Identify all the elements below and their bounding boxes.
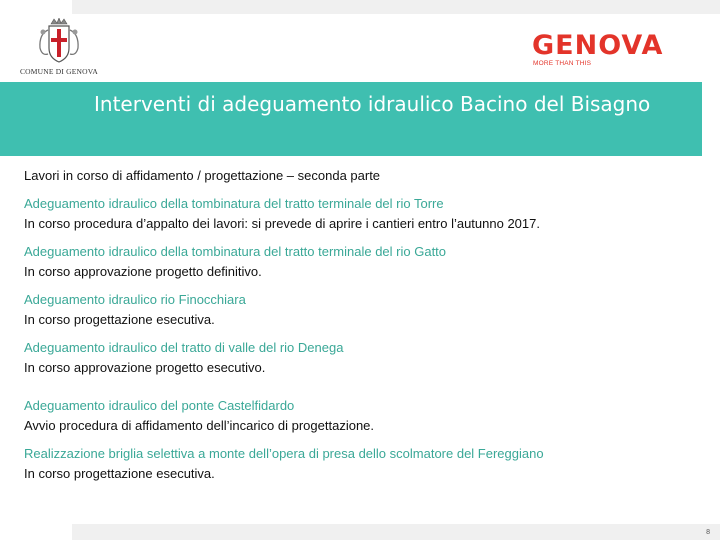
item-description: In corso approvazione progetto definitivo. xyxy=(24,264,262,279)
comune-crest-logo xyxy=(18,18,100,78)
list-item xyxy=(24,242,704,281)
item-title: Adeguamento idraulico della tombinatura del tratto terminale del rio Torre xyxy=(24,196,444,211)
list-item xyxy=(24,396,704,435)
top-strip xyxy=(72,0,720,14)
list-item xyxy=(24,290,704,329)
item-description: Avvio procedura di affidamento dell’incarico di progettazione. xyxy=(24,418,375,433)
brand-tagline: MORE THAN THIS xyxy=(533,60,592,67)
item-description: In corso approvazione progetto esecutivo. xyxy=(24,360,266,375)
title-banner xyxy=(0,82,702,156)
item-description: In corso progettazione esecutiva. xyxy=(24,466,215,481)
page-number: 8 xyxy=(706,529,710,536)
item-description: In corso procedura d’appalto dei lavori: si prevede di aprire i cantieri entro l’autunno 2017. xyxy=(24,216,540,231)
list-item xyxy=(24,338,704,377)
brand-wordmark: GENOVA xyxy=(532,30,664,61)
item-description: In corso progettazione esecutiva. xyxy=(24,312,215,327)
bottom-strip xyxy=(72,524,720,540)
slide-title: Interventi di adeguamento idraulico Bacino del Bisagno xyxy=(94,92,651,116)
crest-caption: COMUNE DI GENOVA xyxy=(19,67,99,76)
item-title: Adeguamento idraulico rio Finocchiara xyxy=(24,292,246,307)
list-item xyxy=(24,194,704,233)
item-title: Realizzazione briglia selettiva a monte dell’opera di presa dello scolmatore del Fereggiano xyxy=(24,446,544,461)
item-title: Adeguamento idraulico del tratto di valle del rio Denega xyxy=(24,340,344,355)
list-item xyxy=(24,444,704,483)
intro-text: Lavori in corso di affidamento / progettazione – seconda parte xyxy=(24,168,381,183)
genova-brand-logo xyxy=(532,30,702,74)
crest-icon xyxy=(34,18,84,66)
item-title: Adeguamento idraulico del ponte Castelfidardo xyxy=(24,398,295,413)
item-title: Adeguamento idraulico della tombinatura del tratto terminale del rio Gatto xyxy=(24,244,447,259)
